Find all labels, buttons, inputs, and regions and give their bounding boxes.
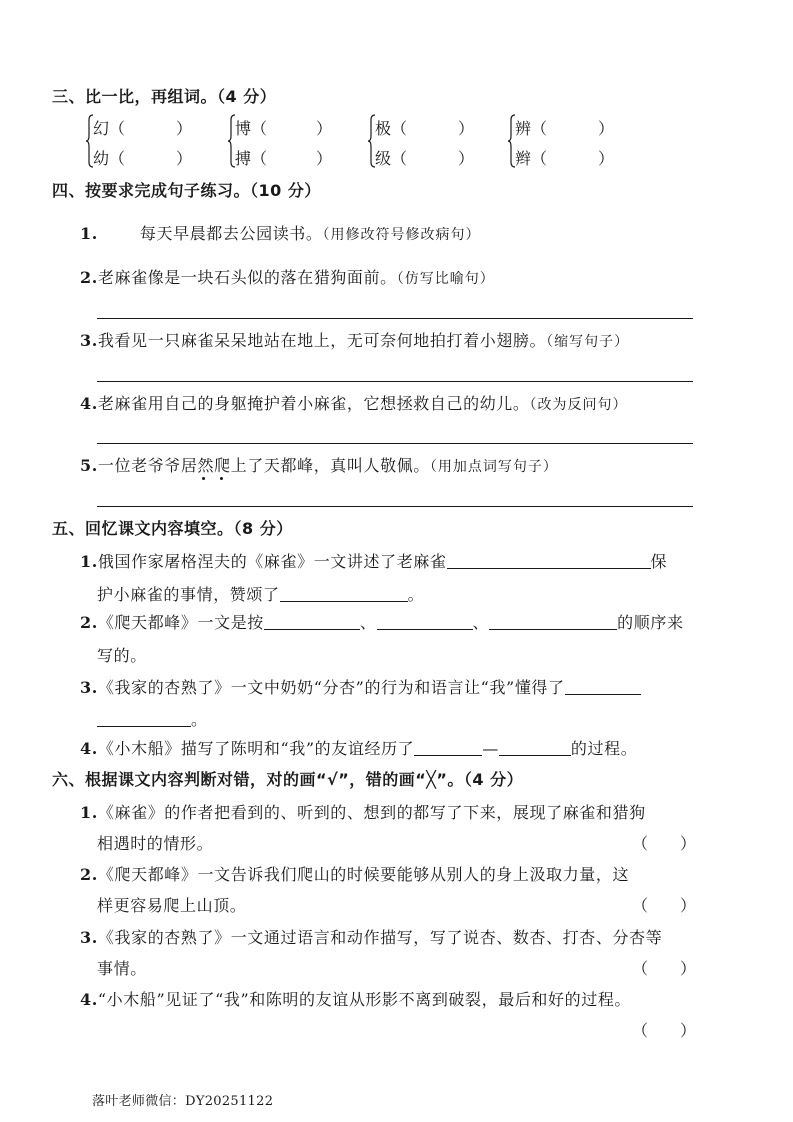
s6-text-2a: 《爬天都峰》一文告诉我们爬山的时候要能够从别人的身上汲取力量，这 — [97, 865, 630, 884]
s6-text-4a: “小木船”见证了“我”和陈明的友谊从形影不离到破裂，最后和好的过程。 — [97, 990, 632, 1009]
emphasis-dot — [202, 477, 205, 480]
s6-item-4-line1 — [80, 987, 631, 1010]
s4-num-1: 1. — [80, 224, 98, 243]
blank-5[interactable] — [489, 628, 617, 630]
blank-4[interactable] — [377, 628, 473, 630]
s5-q1-line1 — [80, 549, 667, 572]
s6-item-2-line1 — [80, 862, 629, 885]
s4-note-3: （缩写句子） — [546, 334, 630, 350]
word-bottom-2: 搏（ — [235, 149, 268, 168]
blank-2[interactable] — [280, 600, 408, 602]
footer-wechat: 落叶老师微信：DY20251122 — [92, 1094, 274, 1109]
s5-q4-text-b: 的过程。 — [570, 739, 638, 758]
s4-note-2: （仿写比喻句） — [396, 271, 495, 287]
s4-text-2: 老麻雀像是一块石头似的落在猎狗面前。 — [97, 268, 397, 287]
s4-note-1: （用修改符号修改病句） — [322, 227, 481, 243]
s6-item-3-line2: 事情。 — [97, 959, 147, 978]
answer-line-2[interactable] — [97, 318, 693, 319]
s6-text-1a: 《麻雀》的作者把看到的、听到的、想到的都写了下来，展现了麻雀和猎狗 — [97, 803, 646, 822]
s5-q2-sep: 、 — [472, 613, 490, 632]
s4-num-2: 2. — [80, 268, 98, 287]
s5-q3-text-b: 。 — [191, 710, 208, 729]
section-6-title: 六、根据课文内容判断对错，对的画“√”，错的画“╳”。（4 分） — [52, 770, 524, 789]
section-4-title: 四、按要求完成句子练习。（10 分） — [52, 181, 321, 200]
blank-6[interactable] — [565, 693, 641, 695]
s4-item-5 — [80, 453, 558, 476]
paren-close: ） — [598, 119, 615, 138]
paren-close: ） — [598, 149, 615, 168]
answer-line-3[interactable] — [97, 381, 693, 382]
s5-q4-dash: — — [482, 739, 499, 758]
s4-num-4: 4. — [80, 394, 98, 413]
paren-close: ） — [316, 119, 333, 138]
s5-num-1: 1. — [80, 552, 98, 571]
blank-8[interactable] — [414, 754, 482, 756]
s4-item-4 — [80, 391, 628, 414]
s4-num-3: 3. — [80, 331, 98, 350]
word-top-1: 幻（ — [93, 119, 126, 138]
s6-num-4: 4. — [80, 990, 98, 1009]
word-bottom-1: 幼（ — [93, 149, 126, 168]
emphasis-dot — [220, 477, 223, 480]
word-bottom-4: 辫（ — [515, 149, 548, 168]
answer-line-5[interactable] — [97, 506, 693, 507]
s6-num-2: 2. — [80, 865, 98, 884]
s5-q1-text-d: 。 — [407, 585, 425, 604]
s4-item-3 — [80, 328, 629, 351]
blank-3[interactable] — [264, 628, 360, 630]
s6-num-3: 3. — [80, 928, 98, 947]
s4-text-4: 老麻雀用自己的身躯掩护着小麻雀，它想拯救自己的幼儿。 — [97, 394, 530, 413]
answer-paren-1[interactable]: （ ） — [632, 834, 697, 853]
paren-close: ） — [316, 149, 333, 168]
paren-close: ） — [176, 119, 193, 138]
s6-item-3-line1 — [80, 925, 662, 948]
section-5-title: 五、回忆课文内容填空。（8 分） — [52, 519, 293, 538]
s5-q1-line2 — [97, 582, 424, 605]
blank-1[interactable] — [447, 567, 651, 569]
s5-num-2: 2. — [80, 613, 98, 632]
s6-item-1-line1 — [80, 800, 646, 823]
s6-num-1: 1. — [80, 803, 98, 822]
s5-num-3: 3. — [80, 678, 98, 697]
s5-q3-line2 — [97, 707, 208, 730]
s4-item-1 — [80, 221, 481, 244]
s5-q3-line1 — [80, 675, 641, 698]
paren-close: ） — [176, 149, 193, 168]
s5-q4-line1 — [80, 736, 637, 759]
paren-close: ） — [458, 119, 475, 138]
answer-paren-4[interactable]: （ ） — [632, 1021, 697, 1040]
s5-q2-sep: 、 — [359, 613, 377, 632]
s5-q2-text-a: 《爬天都峰》一文是按 — [97, 613, 264, 632]
paren-close: ） — [458, 149, 475, 168]
s5-q2-line2: 写的。 — [97, 646, 147, 665]
s5-q3-text-a: 《我家的杏熟了》一文中奶奶“分杏”的行为和语言让“我”懂得了 — [97, 678, 565, 697]
s5-q2-text-b: 的顺序来 — [617, 613, 684, 632]
s5-num-4: 4. — [80, 739, 98, 758]
word-top-4: 辨（ — [515, 119, 548, 138]
s4-num-5: 5. — [80, 456, 98, 475]
s5-q1-text-b: 保 — [650, 552, 668, 571]
s5-q1-text-a: 俄国作家屠格涅夫的《麻雀》一文讲述了老麻雀 — [97, 552, 447, 571]
s4-item-2 — [80, 265, 495, 288]
section-3-title: 三、比一比，再组词。（4 分） — [52, 87, 277, 106]
answer-line-4[interactable] — [97, 443, 693, 444]
s6-item-1-line2: 相遇时的情形。 — [97, 834, 214, 853]
word-top-2: 博（ — [235, 119, 268, 138]
s5-q2-line1 — [80, 610, 684, 633]
s6-text-3a: 《我家的杏熟了》一文通过语言和动作描写，写了说杏、数杏、打杏、分杏等 — [97, 928, 663, 947]
s4-note-4: （改为反问句） — [529, 397, 628, 413]
answer-paren-2[interactable]: （ ） — [632, 896, 697, 915]
s4-text-3: 我看见一只麻雀呆呆地站在地上，无可奈何地拍打着小翅膀。 — [97, 331, 547, 350]
s5-q4-text-a: 《小木船》描写了陈明和“我”的友谊经历了 — [97, 739, 415, 758]
s4-text-1: 每天早晨都去公园读书。 — [139, 224, 323, 243]
blank-7[interactable] — [97, 725, 191, 727]
blank-9[interactable] — [499, 754, 571, 756]
answer-paren-3[interactable]: （ ） — [632, 959, 697, 978]
s6-item-2-line2: 样更容易爬上山顶。 — [97, 896, 247, 915]
s4-text-5: 一位老爷爷居然爬上了天都峰，真叫人敬佩。 — [97, 456, 430, 475]
word-bottom-3: 级（ — [375, 149, 408, 168]
word-top-3: 极（ — [375, 119, 408, 138]
s5-q1-text-c: 护小麻雀的事情，赞颂了 — [97, 585, 280, 604]
s4-note-5: （用加点词写句子） — [429, 459, 558, 475]
